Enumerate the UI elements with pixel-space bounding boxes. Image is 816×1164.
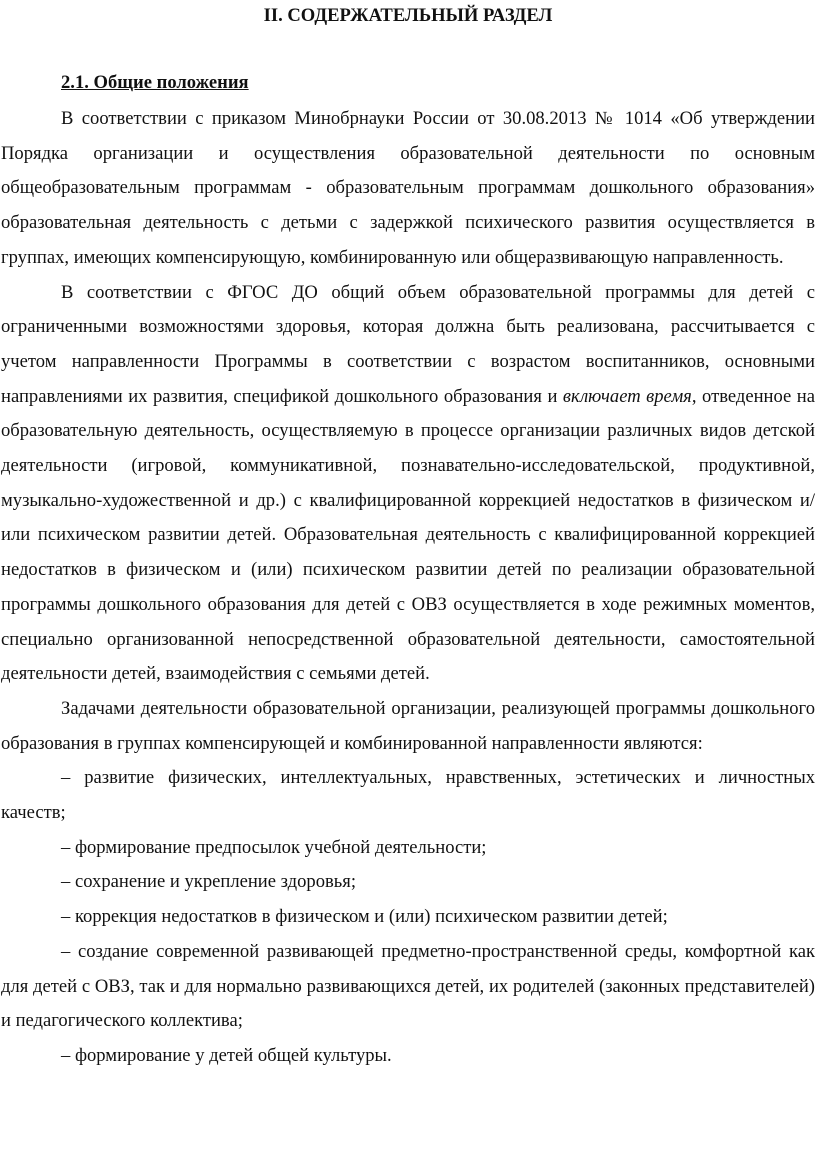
- task-item: – формирование у детей общей культуры.: [61, 1044, 392, 1066]
- paragraph-tasks-intro: Задачами деятельности образовательной организации, реализующей программы дошкольного образования в группах компенсирующей и комбинированной направленности являются:: [1, 697, 815, 754]
- task-item: – сохранение и укрепление здоровья;: [61, 871, 356, 893]
- paragraph-fgos-emphasis: включает время: [562, 385, 692, 407]
- paragraph-fgos-part-2: , отведенное на образовательную деятельность, осуществляемую в процессе организации различных видов детской деятельности (игровой, коммуникативной, познавательно-исследовательской, продуктивной, музыкально-художественной и др.) с квалифицированной коррекцией недостатков в физическом и/ или психическом развитии детей. Образовательная деятельность с квалифицированной коррекцией недостатков в физическом и (или) психическом развитии детей по реализации образовательной программы дошкольного образования для детей с ОВЗ осуществляется в ходе режимных моментов, специально организованной непосредственной образовательной деятельности, самостоятельной деятельности детей, взаимодействия с семьями детей.: [1, 385, 815, 685]
- task-item: – коррекция недостатков в физическом и (или) психическом развитии детей;: [61, 906, 668, 928]
- paragraph-fgos-part-1: В соответствии с ФГОС ДО общий объем образовательной программы для детей с ограниченными возможностями здоровья, которая должна быть реализована, рассчитывается с учетом направленности Программы в соответствии с возрастом воспитанников, основными направлениями их развития, спецификой дошкольного образования и: [1, 281, 815, 407]
- paragraph-fgos-volume: [1, 276, 815, 692]
- paragraph-order-reference: В соответствии с приказом Минобрнауки России от 30.08.2013 № 1014 «Об утверждении Порядка организации и осуществления образовательной деятельности по основным общеобразовательным программам - образовательным программам дошкольного образования» образовательная деятельность с детьми с задержкой психического развития осуществляется в группах, имеющих компенсирующую, комбинированную или общеразвивающую направленность.: [1, 108, 815, 268]
- task-item: – создание современной развивающей предметно-пространственной среды, комфортной как для детей с ОВЗ, так и для нормально развивающихся детей, их родителей (законных представителей) и педагогического коллектива;: [1, 940, 815, 1032]
- subsection-title: 2.1. Общие положения: [61, 72, 249, 93]
- task-item: – формирование предпосылок учебной деятельности;: [61, 836, 487, 858]
- task-item: – развитие физических, интеллектуальных, нравственных, эстетических и личностных качеств;: [1, 767, 815, 824]
- section-title: II. СОДЕРЖАТЕЛЬНЫЙ РАЗДЕЛ: [263, 5, 553, 26]
- body-text: [1, 102, 815, 1074]
